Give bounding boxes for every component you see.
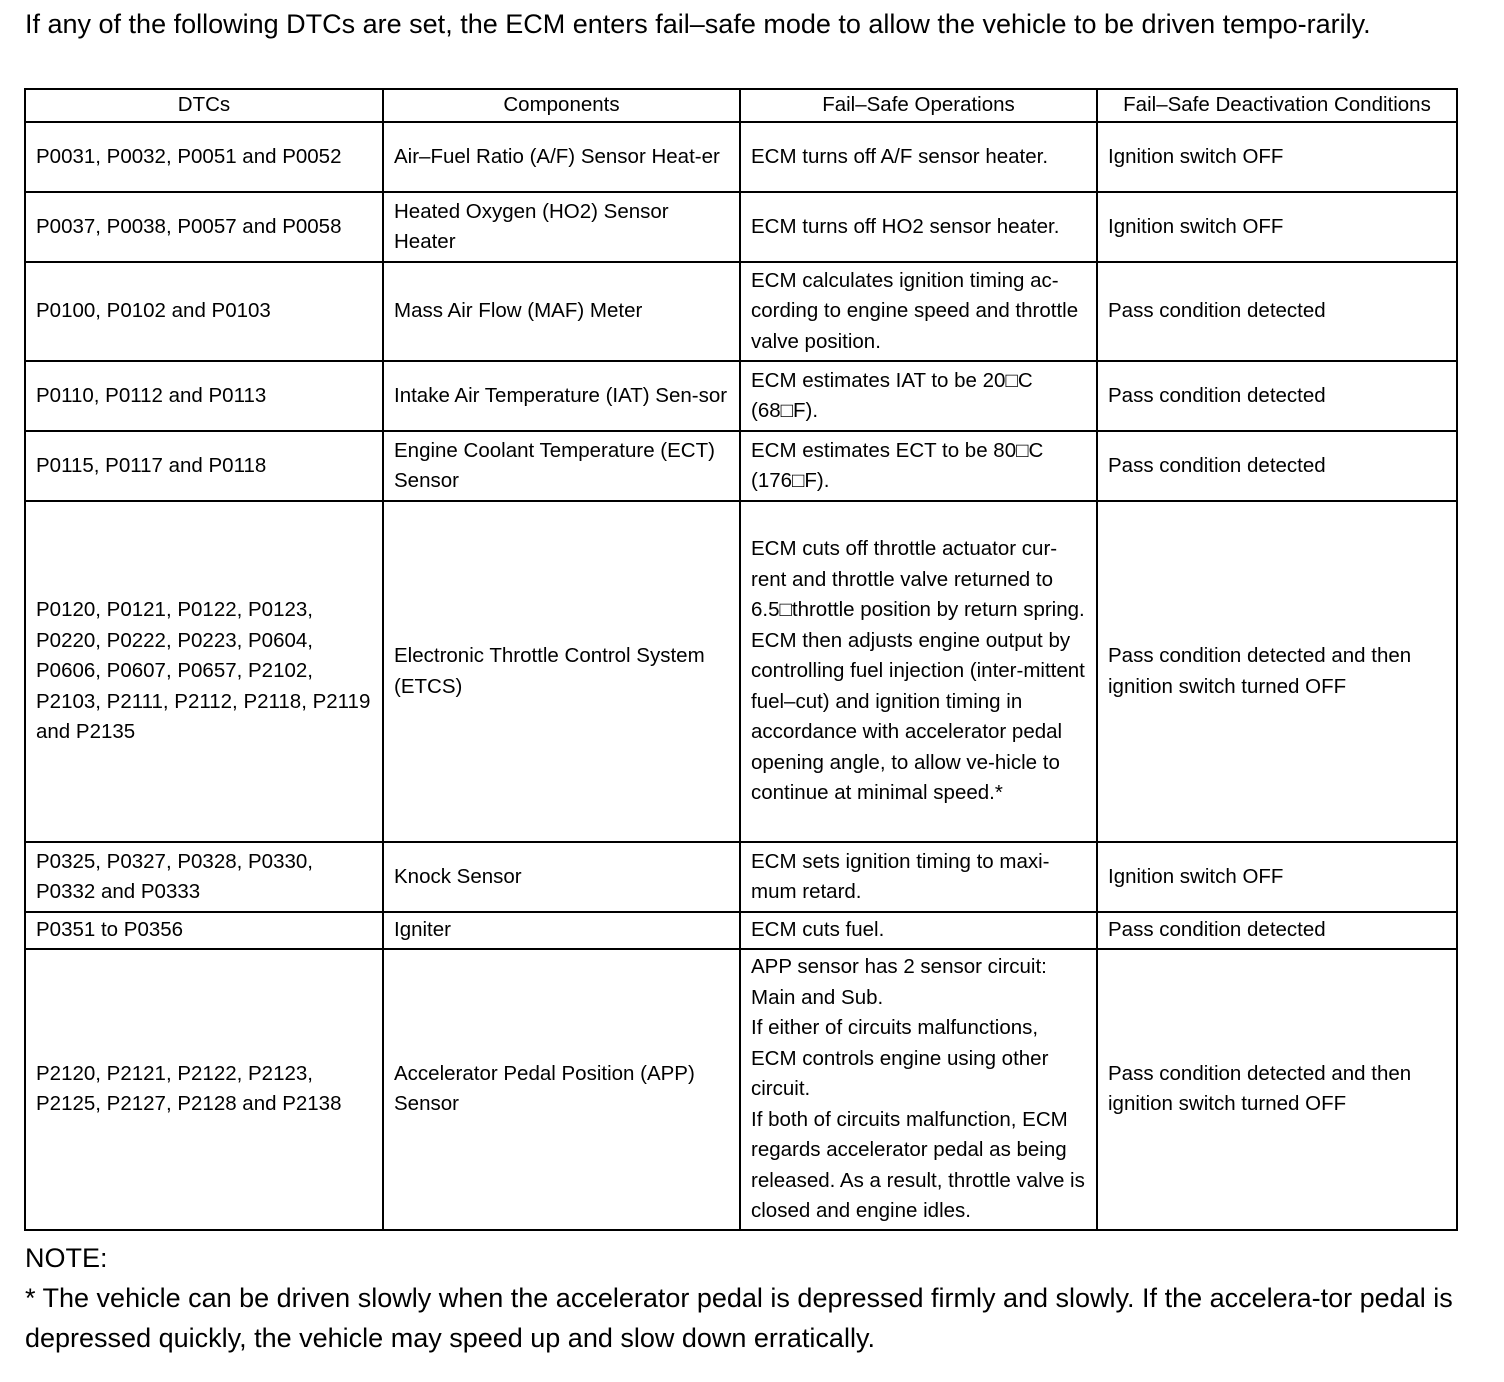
note-text: * The vehicle can be driven slowly when the accelerator pedal is depressed firmly and slowly. If the accelera-tor pedal is depressed quickly, the vehicle may speed up and slow down erratically. bbox=[25, 1283, 1453, 1353]
deactivation-cell: Ignition switch OFF bbox=[1097, 192, 1457, 262]
table-row bbox=[25, 912, 1457, 949]
deactivation-cell: Pass condition detected bbox=[1097, 912, 1457, 949]
header-fail-safe-operations: Fail–Safe Operations bbox=[740, 89, 1097, 122]
operation-cell: ECM sets ignition timing to maxi-mum retard. bbox=[740, 842, 1097, 912]
table-row bbox=[25, 842, 1457, 912]
table-row bbox=[25, 262, 1457, 361]
deactivation-cell: Ignition switch OFF bbox=[1097, 122, 1457, 192]
note-section bbox=[25, 1238, 1465, 1358]
component-cell: Igniter bbox=[383, 912, 740, 949]
operation-cell: ECM turns off A/F sensor heater. bbox=[740, 122, 1097, 192]
operation-cell: ECM estimates ECT to be 80□C (176□F). bbox=[740, 431, 1097, 501]
dtc-cell: P0037, P0038, P0057 and P0058 bbox=[25, 192, 383, 262]
operation-cell: ECM calculates ignition timing ac-cording to engine speed and throttle valve position. bbox=[740, 262, 1097, 361]
table-row bbox=[25, 361, 1457, 431]
component-cell: Mass Air Flow (MAF) Meter bbox=[383, 262, 740, 361]
dtc-cell: P0110, P0112 and P0113 bbox=[25, 361, 383, 431]
table-row bbox=[25, 949, 1457, 1230]
operation-cell: ECM cuts fuel. bbox=[740, 912, 1097, 949]
table-header-row bbox=[25, 89, 1457, 122]
component-cell: Intake Air Temperature (IAT) Sen-sor bbox=[383, 361, 740, 431]
dtc-fail-safe-table bbox=[24, 88, 1458, 1231]
dtc-cell: P0031, P0032, P0051 and P0052 bbox=[25, 122, 383, 192]
deactivation-cell: Pass condition detected and then ignition switch turned OFF bbox=[1097, 949, 1457, 1230]
operation-cell: ECM turns off HO2 sensor heater. bbox=[740, 192, 1097, 262]
operation-cell: ECM cuts off throttle actuator cur-rent and throttle valve returned to 6.5□throttle position by return spring. ECM then adjusts engine output by controlling fuel injection (inter-mittent fuel–cut) and ignition timing in accordance with accelerator pedal opening angle, to allow ve-hicle to continue at minimal speed.* bbox=[740, 501, 1097, 842]
header-components: Components bbox=[383, 89, 740, 122]
header-dtcs: DTCs bbox=[25, 89, 383, 122]
deactivation-cell: Pass condition detected bbox=[1097, 431, 1457, 501]
note-label: NOTE: bbox=[25, 1243, 108, 1273]
operation-cell: ECM estimates IAT to be 20□C (68□F). bbox=[740, 361, 1097, 431]
component-cell: Knock Sensor bbox=[383, 842, 740, 912]
deactivation-cell: Pass condition detected bbox=[1097, 262, 1457, 361]
operation-cell: APP sensor has 2 sensor circuit: Main and Sub. If either of circuits malfunctions, ECM controls engine using other circuit. If both of circuits malfunction, ECM regards accelerator pedal as being released. As a result, throttle valve is closed and engine idles. bbox=[740, 949, 1097, 1230]
dtc-cell: P0120, P0121, P0122, P0123, P0220, P0222, P0223, P0604, P0606, P0607, P0657, P2102, P2103, P2111, P2112, P2118, P2119 and P2135 bbox=[25, 501, 383, 842]
component-cell: Air–Fuel Ratio (A/F) Sensor Heat-er bbox=[383, 122, 740, 192]
intro-paragraph: If any of the following DTCs are set, the ECM enters fail–safe mode to allow the vehicle to be driven tempo-rarily. bbox=[25, 9, 1371, 39]
table-row bbox=[25, 431, 1457, 501]
deactivation-cell: Pass condition detected bbox=[1097, 361, 1457, 431]
component-cell: Heated Oxygen (HO2) Sensor Heater bbox=[383, 192, 740, 262]
table-row bbox=[25, 122, 1457, 192]
dtc-cell: P0100, P0102 and P0103 bbox=[25, 262, 383, 361]
component-cell: Electronic Throttle Control System (ETCS) bbox=[383, 501, 740, 842]
table-row bbox=[25, 192, 1457, 262]
dtc-cell: P0325, P0327, P0328, P0330, P0332 and P0333 bbox=[25, 842, 383, 912]
deactivation-cell: Ignition switch OFF bbox=[1097, 842, 1457, 912]
component-cell: Accelerator Pedal Position (APP) Sensor bbox=[383, 949, 740, 1230]
deactivation-cell: Pass condition detected and then ignition switch turned OFF bbox=[1097, 501, 1457, 842]
table-row bbox=[25, 501, 1457, 842]
dtc-cell: P0115, P0117 and P0118 bbox=[25, 431, 383, 501]
component-cell: Engine Coolant Temperature (ECT) Sensor bbox=[383, 431, 740, 501]
dtc-cell: P0351 to P0356 bbox=[25, 912, 383, 949]
header-deactivation-conditions: Fail–Safe Deactivation Conditions bbox=[1097, 89, 1457, 122]
dtc-cell: P2120, P2121, P2122, P2123, P2125, P2127, P2128 and P2138 bbox=[25, 949, 383, 1230]
